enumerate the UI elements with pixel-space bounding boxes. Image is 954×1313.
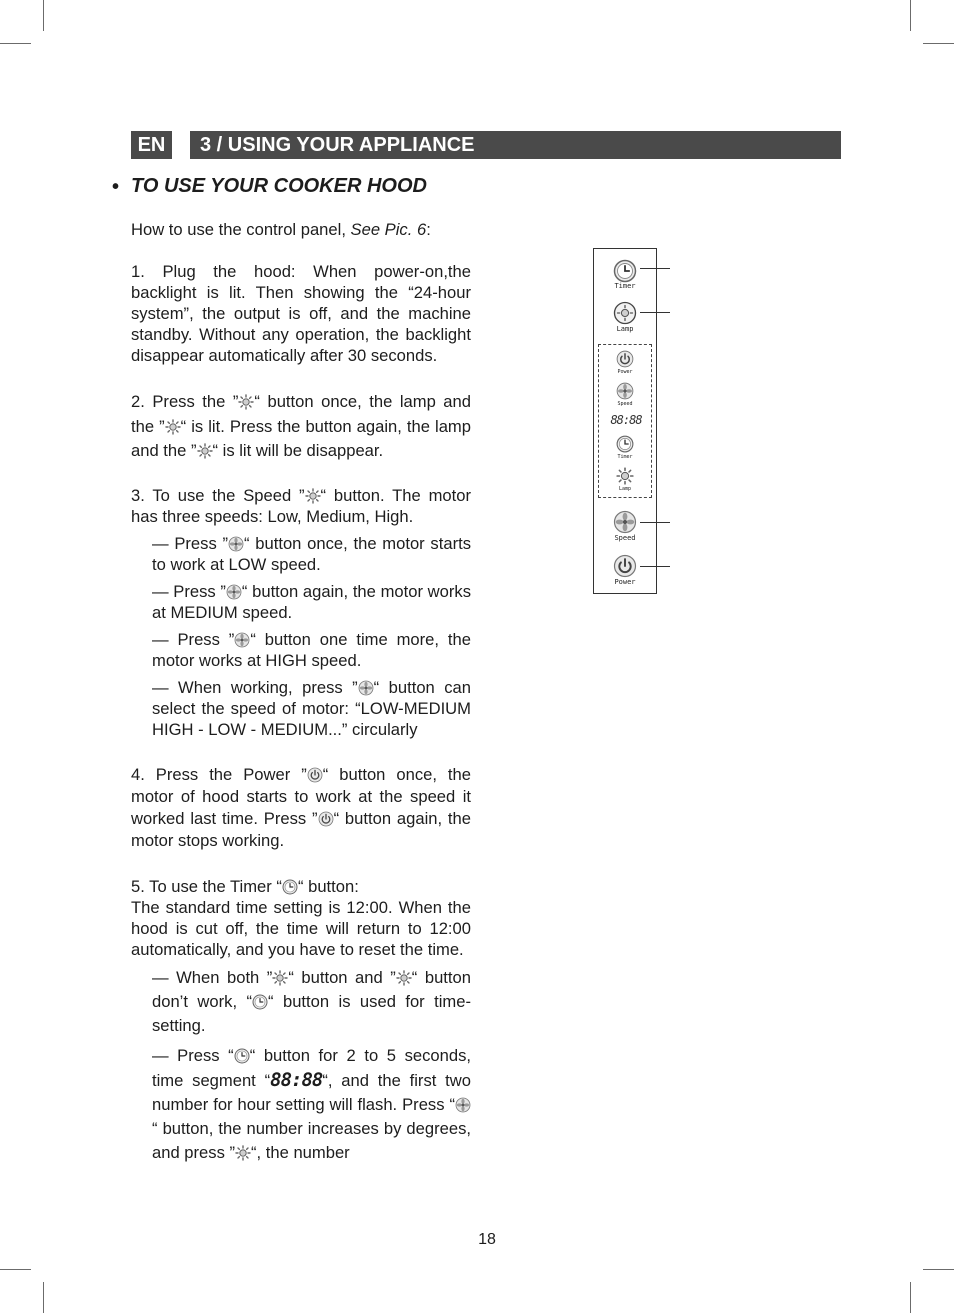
lamp-icon xyxy=(235,1145,251,1161)
fan-speed-icon xyxy=(455,1097,471,1113)
clock-icon xyxy=(613,259,637,283)
lamp-icon xyxy=(305,488,321,504)
clock-icon xyxy=(282,879,298,895)
callout-line xyxy=(640,268,670,269)
lamp-icon xyxy=(197,443,213,459)
crop-mark xyxy=(910,0,911,31)
callout-line xyxy=(640,312,670,313)
page-number: 18 xyxy=(478,1231,496,1248)
callout-line xyxy=(640,522,670,523)
clock-icon xyxy=(234,1048,250,1064)
control-panel-picture xyxy=(593,248,657,594)
power-icon xyxy=(613,554,637,578)
step-3-item: — Press ” “ button one time more, the motor works at HIGH speed. xyxy=(152,629,471,670)
language-tag: EN xyxy=(131,131,172,159)
lamp-icon xyxy=(165,419,181,435)
crop-mark xyxy=(0,43,31,44)
step-1: 1. Plug the hood: When power-on,the backlight is lit. Then showing the “24-hour system”, the output is off, and the machine standby. Without any operation, the backlight disappear automatically after 30 seconds. xyxy=(131,262,471,365)
panel-label: Timer xyxy=(614,282,636,290)
crop-mark xyxy=(923,43,954,44)
step-5-text: The standard time setting is 12:00. When the hood is cut off, the time will return to 12:00 automatically, and you have to reset the time. xyxy=(131,897,471,959)
panel-label: Power xyxy=(614,578,636,586)
panel-label: Speed xyxy=(614,534,636,542)
lamp-icon xyxy=(238,394,254,410)
fan-speed-icon xyxy=(613,510,637,534)
bullet: • xyxy=(112,176,120,198)
lamp-icon xyxy=(272,970,288,986)
step-2: 2. Press the ” “ button once, the lamp and the ” “ is lit. Press the button again, the lamp and the ” “ is lit will be disappear. xyxy=(131,392,471,460)
step-3-item: — Press ” “ button once, the motor starts to work at LOW speed. xyxy=(152,533,471,574)
step-3: 3. To use the Speed ” “ button. The motor has three speeds: Low, Medium, High. xyxy=(131,485,471,526)
time-display: 88:88 xyxy=(610,413,642,427)
panel-label: Speed xyxy=(617,401,633,407)
lamp-icon xyxy=(616,467,634,485)
crop-mark xyxy=(43,0,44,31)
fan-speed-icon xyxy=(616,382,634,400)
crop-mark xyxy=(910,1282,911,1313)
lamp-icon xyxy=(613,301,637,325)
crop-mark xyxy=(0,1269,31,1270)
crop-mark xyxy=(923,1269,954,1270)
step-3-item: — When working, press ” “ button can select the speed of motor: “LOW-MEDIUM HIGH - LOW - MEDIUM...” circularly xyxy=(152,677,472,739)
section-header: 3 / USING YOUR APPLIANCE xyxy=(190,131,841,159)
clock-icon xyxy=(252,994,268,1010)
instructions-column xyxy=(131,219,471,1165)
fan-speed-icon xyxy=(228,536,244,552)
step-4: 4. Press the Power ” “ button once, the motor of hood starts to work at the speed it worked last time. Press ” “ button again, the motor stops working. xyxy=(131,764,472,850)
clock-icon xyxy=(616,435,634,453)
crop-mark xyxy=(43,1282,44,1313)
step-3-item: — Press ” “ button again, the motor works at MEDIUM speed. xyxy=(152,581,471,622)
power-icon xyxy=(318,811,334,827)
fan-speed-icon xyxy=(358,680,374,696)
power-icon xyxy=(307,767,323,783)
panel-label: Power xyxy=(617,369,633,375)
panel-label: Lamp xyxy=(618,486,632,492)
fan-speed-icon xyxy=(226,584,242,600)
fan-speed-icon xyxy=(234,632,250,648)
step-5: 5. To use the Timer “ “ button: xyxy=(131,876,359,896)
section-title: TO USE YOUR COOKER HOOD xyxy=(131,175,427,197)
step-5-item: — Press “ “ button for 2 to 5 seconds, time segment “88:88“, and the first two number for hour setting will flash. Press “ “ button, the number increases by degrees, and press ” “, the number xyxy=(152,1045,471,1162)
callout-line xyxy=(640,566,670,567)
panel-label: Lamp xyxy=(616,325,634,333)
time-segment-display: 88:88 xyxy=(270,1068,323,1091)
intro-paragraph: How to use the control panel, See Pic. 6: xyxy=(131,220,431,239)
lamp-icon xyxy=(396,970,412,986)
step-5-item: — When both ” “ button and ” “ button don’t work, “ “ button is used for time-setting. xyxy=(152,967,472,1035)
panel-label: Timer xyxy=(617,454,633,460)
power-icon xyxy=(616,350,634,368)
